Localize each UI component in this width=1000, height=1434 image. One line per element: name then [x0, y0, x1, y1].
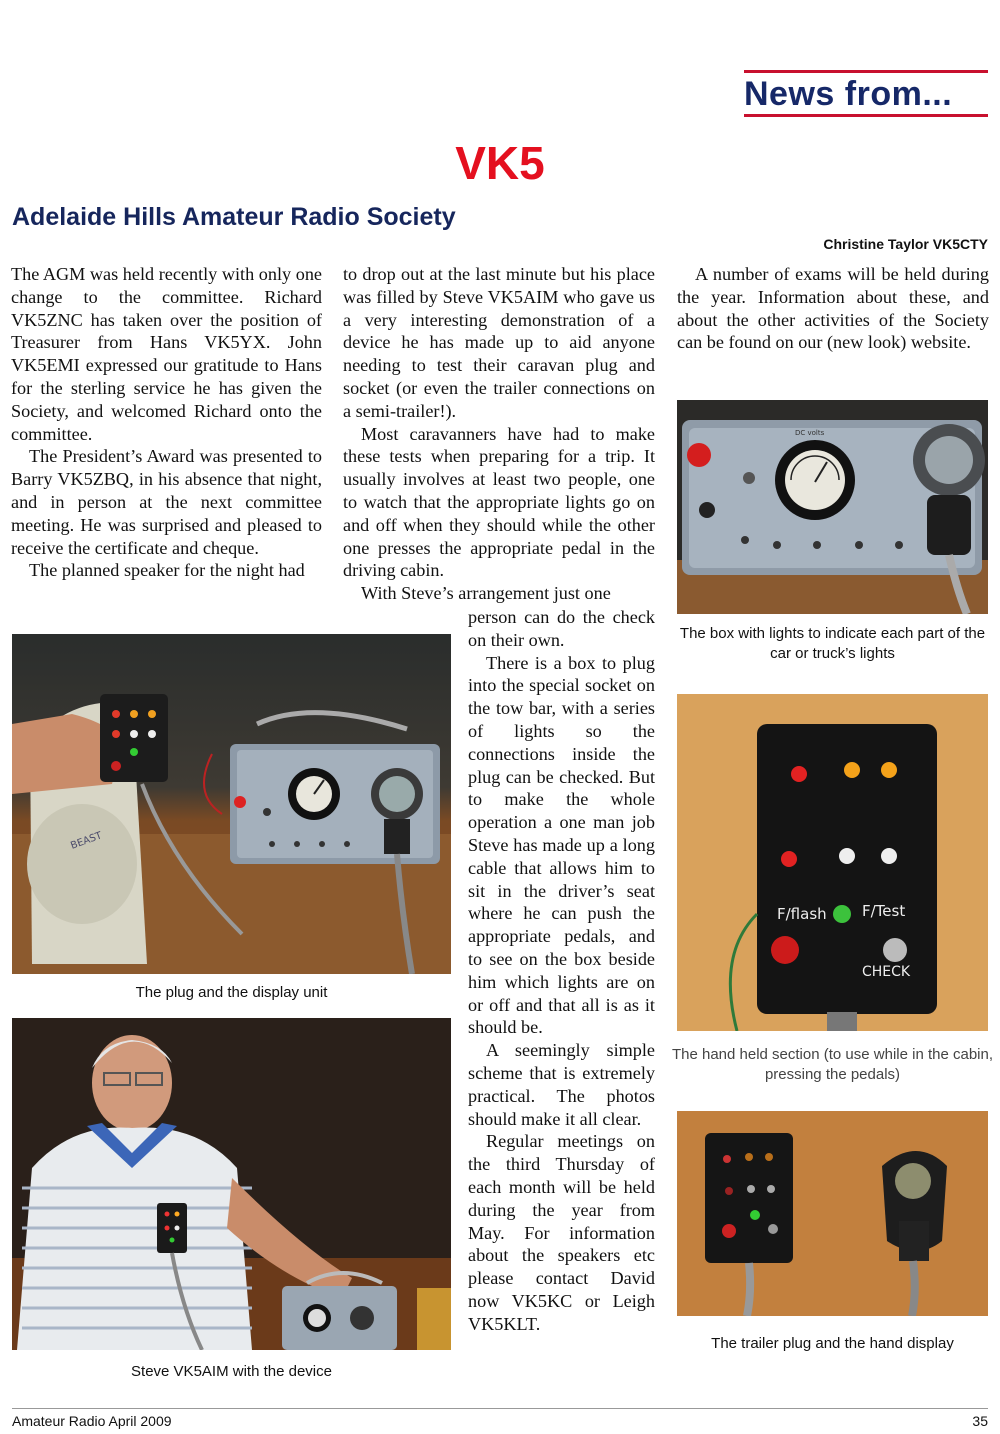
label-flash: F/flash: [777, 905, 827, 923]
photo-hand-held: [677, 694, 988, 1031]
label-test: F/Test: [862, 902, 906, 920]
footer-publication: Amateur Radio April 2009: [12, 1413, 172, 1429]
column-2-top: [343, 263, 655, 605]
footer-page-number: 35: [972, 1413, 988, 1429]
column-1: [11, 263, 322, 582]
header-bottom-rule: [744, 114, 988, 117]
photo-box-lights: [677, 400, 988, 614]
paragraph: A seemingly simple scheme that is extremely practical. The photos should make it all clear.: [468, 1040, 655, 1129]
paragraph: The planned speaker for the night had: [29, 560, 305, 581]
article-author: Christine Taylor VK5CTY: [823, 236, 988, 252]
column-2-narrow: [468, 606, 655, 1336]
photo-plug-display: [12, 634, 451, 974]
footer-rule: [12, 1408, 988, 1409]
paragraph: There is a box to plug into the special socket on the tow bar, with a series of lights so the connections inside the plug can be checked. But to make the whole operation a one man job Steve has made up a long cable that allows him to sit in the driver’s seat where he can push the appropriate pedals, and to see on the box beside him which lights are on or off and that all is as it should be.: [468, 652, 655, 1038]
paragraph: The AGM was held recently with only one change to the committee. Richard VK5ZNC has taken over the position of Treasurer from Hans VK5YX. John VK5EMI expressed our gratitude to Hans for the sterling service he has given the Society, and welcomed Richard onto the committee.: [11, 264, 322, 444]
caption-plug-display: The plug and the display unit: [135, 984, 328, 1001]
photo-steve: [12, 1018, 451, 1350]
header-top-rule: [744, 70, 988, 73]
paragraph: The President’s Award was presented to Barry VK5ZBQ, in his absence that night, and in person at the next committee meeting. He was surprised and pleased to receive the certificate and cheque.: [11, 446, 322, 558]
section-header: News from...: [744, 75, 953, 113]
label-check: CHECK: [862, 964, 911, 980]
speaker-label: BEAST: [69, 830, 104, 852]
caption-box-lights: The box with lights to indicate each part of the car or truck’s lights: [679, 625, 986, 662]
paragraph: A number of exams will be held during the year. Information about these, and about the other activities of the Society can be found on our (new look) website.: [677, 264, 989, 353]
paragraph: Most caravanners have had to make these tests when preparing for a trip. It usually involves at least two people, one to watch that the appropriate lights go on and off when they should while the other one presses the appropriate pedal in the driving cabin.: [343, 423, 655, 581]
article-heading: Adelaide Hills Amateur Radio Society: [12, 203, 456, 231]
paragraph: Regular meetings on the third Thursday of each month will be held during the year from May. For information about the speakers etc please contact David now VK5KC or Leigh VK5KLT.: [468, 1131, 655, 1334]
column-3: [677, 263, 989, 354]
paragraph: With Steve’s arrangement just one: [361, 583, 611, 604]
meter-label: DC volts: [795, 429, 825, 437]
caption-trailer-plug: The trailer plug and the hand display: [711, 1335, 954, 1352]
region-title: VK5: [455, 137, 545, 189]
paragraph: to drop out at the last minute but his place was filled by Steve VK5AIM who gave us a very interesting demonstration of a device he has made up to aid anyone needing to test their caravan plug and socket (or even the trailer connections on a semi-trailer!).: [343, 264, 655, 421]
caption-hand-held: The hand held section (to use while in the cabin, pressing the pedals): [671, 1046, 994, 1083]
photo-trailer-plug: [677, 1111, 988, 1316]
caption-steve: Steve VK5AIM with the device: [131, 1363, 332, 1380]
paragraph: person can do the check on their own.: [468, 607, 655, 650]
